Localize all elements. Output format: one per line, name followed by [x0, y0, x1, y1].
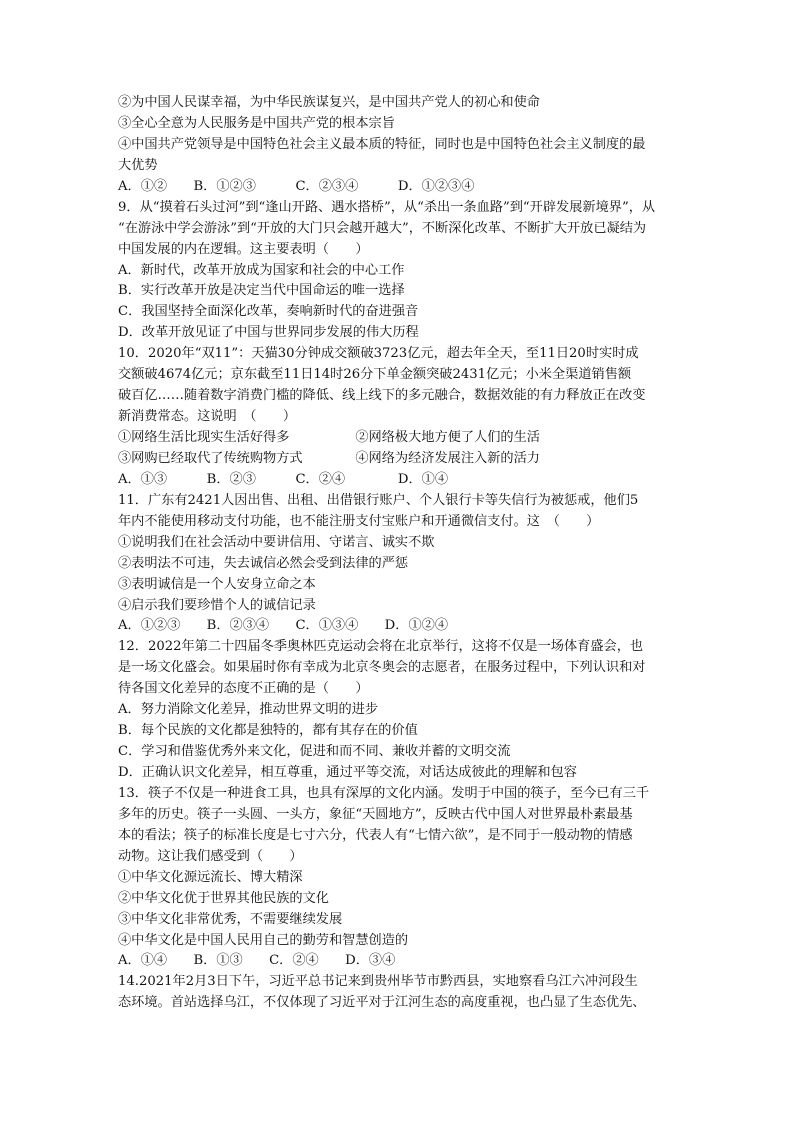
question-10-stem-cont2: 破百亿……随着数字消费门槛的降低、线上线下的多元融合，数据效能的有力释放正在改变 [118, 388, 646, 404]
question-9-stem: 9．从“摸着石头过河”到“逢山开路、遇水搭桥”，从“杀出一条血路”到“开辟发展新境界”，从 [118, 199, 656, 215]
q12-choice-d: D．正确认识文化差异，相互尊重，通过平等交流，对话达成彼此的理解和包容 [118, 765, 577, 780]
q9-choice-d: D．改革开放见证了中国与世界同步发展的伟大历程 [118, 325, 419, 341]
answer-choices-q13: A．①④ B．①③ C．②④ D．③④ [118, 953, 396, 969]
q13-statement-2: ②中华文化优于世界其他民族的文化 [118, 890, 329, 906]
question-12-stem: 12．2022年第二十四届冬季奥林匹克运动会将在北京举行，这将不仅是一场体育盛会，也 [118, 639, 644, 655]
q13-statement-3: ③中华文化非常优秀，不需要继续发展 [118, 911, 343, 927]
q13-statement-1: ①中华文化源远流长、博大精深 [118, 869, 303, 885]
question-14-stem: 14.2021年2月3日下午，习近平总书记来到贵州毕节市黔西县，实地察看乌江六冲河段生 [118, 974, 638, 990]
question-10-stem-cont: 交额破4674亿元；京东截至11日14时26分下单金额突破2431亿元；小米全渠道销售额 [118, 367, 632, 383]
question-13-stem: 13．筷子不仅是一种进食工具，也具有深厚的文化内涵。发明于中国的筷子，至今已有三千 [118, 785, 650, 801]
question-12-stem-end: 待各国文化差异的态度不正确的是（ ） [118, 681, 369, 697]
question-12-stem-cont: 是一场文化盛会。如果届时你有幸成为北京冬奥会的志愿者，在服务过程中，下列认识和对 [118, 660, 646, 676]
option-statement-3: ③全心全意为人民服务是中国共产党的根本宗旨 [118, 115, 395, 131]
question-13-stem-cont2: 本的看法；筷子的标准长度是七寸六分，代表人有“七情六欲”，是不同于一般动物的情感 [118, 827, 633, 843]
question-13-stem-cont: 多年的历史。筷子一头圆、一头方，象征“天圆地方”，反映古代中国人对世界最朴素最基 [118, 806, 633, 822]
q9-choice-a: A．新时代，改革开放成为国家和社会的中心工作 [118, 262, 405, 278]
q11-statement-3: ③表明诚信是一个人安身立命之本 [118, 576, 316, 592]
question-10-stem: 10．2020年“双11”：天猫30分钟成交额破3723亿元，超去年全天，至11日20时实时成 [118, 346, 639, 362]
answer-choices-q11: A．①②③ B．②③④ C．①③④ D．①②④ [118, 618, 449, 634]
option-statement-4-cont: 大优势 [118, 157, 158, 173]
option-statement-4: ④中国共产党领导是中国特色社会主义最本质的特征，同时也是中国特色社会主义制度的最 [118, 136, 646, 152]
answer-choices-q8: A．①② B．①②③ C．②③④ D．①②③④ [118, 178, 475, 194]
answer-choices-q10: A．①③ B．②③ C．②④ D．①④ [118, 471, 449, 487]
q9-choice-c: C．我国坚持全面深化改革，奏响新时代的奋进强音 [118, 304, 419, 320]
question-9-stem-cont: “在游泳中学会游泳”到“开放的大门只会越开越大”，不断深化改革、不断扩大开放已凝结为 [118, 220, 647, 236]
q13-statement-4: ④中华文化是中国人民用自己的勤劳和智慧创造的 [118, 932, 409, 948]
q11-statement-2: ②表明法不可违，失去诚信必然会受到法律的严惩 [118, 555, 409, 571]
q12-choice-a: A．努力消除文化差异，推动世界文明的进步 [118, 702, 379, 718]
question-11-stem: 11．广东有2421人因出售、出租、出借银行账户、个人银行卡等失信行为被惩戒，他们5 [118, 492, 639, 508]
q10-statements-1-2: ①网络生活比现实生活好得多 ②网络极大地方便了人们的生活 [118, 430, 540, 445]
question-13-stem-end: 动物。这让我们感受到（ ） [118, 848, 303, 864]
q12-choice-b: B．每个民族的文化都是独特的，都有其存在的价值 [118, 723, 418, 739]
q11-statement-4: ④启示我们要珍惜个人的诚信记录 [118, 597, 316, 613]
exam-page [118, 93, 678, 1014]
question-10-stem-end: 新消费常态。这说明 （ ） [118, 409, 297, 425]
question-9-stem-end: 中国发展的内在逻辑。这主要表明（ ） [118, 241, 369, 257]
q9-choice-b: B．实行改革开放是决定当代中国命运的唯一选择 [118, 283, 405, 299]
question-11-stem-end: 年内不能使用移动支付功能，也不能注册支付宝账户和开通微信支付。这 （ ） [118, 513, 600, 529]
q12-choice-c: C．学习和借鉴优秀外来文化，促进和而不同、兼收并蓄的文明交流 [118, 744, 511, 760]
q10-statements-3-4: ③网购已经取代了传统购物方式 ④网络为经济发展注入新的活力 [118, 450, 540, 466]
q11-statement-1: ①说明我们在社会活动中要讲信用、守诺言、诚实不欺 [118, 534, 435, 550]
question-14-stem-cont: 态环境。首站选择乌江，不仅体现了习近平对于江河生态的高度重视，也凸显了生态优先、 [118, 995, 646, 1011]
option-statement-2: ②为中国人民谋幸福，为中华民族谋复兴，是中国共产党人的初心和使命 [118, 95, 540, 110]
